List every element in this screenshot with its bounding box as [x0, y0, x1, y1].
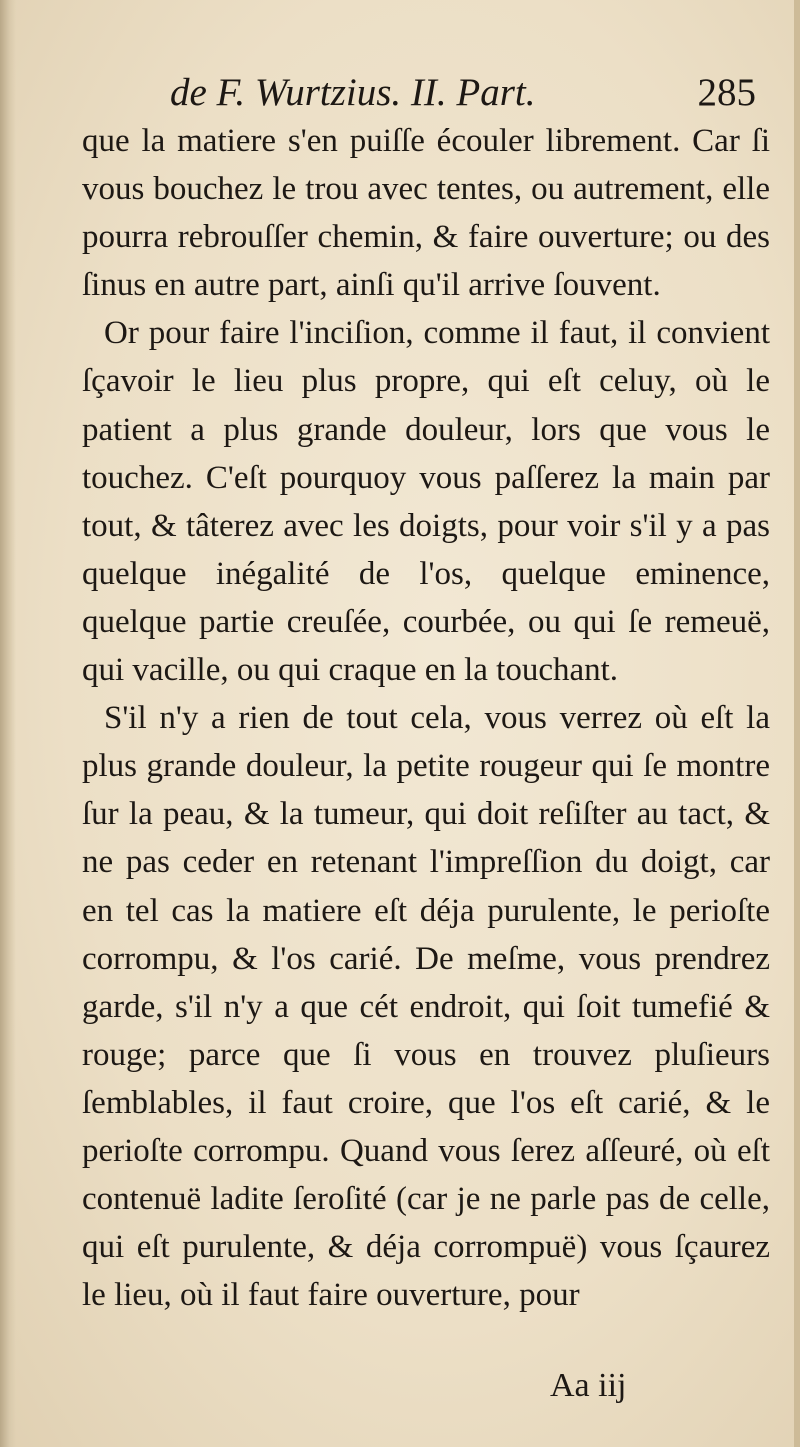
body-text — [82, 117, 770, 1319]
running-header — [170, 68, 770, 118]
page-gutter-shadow — [0, 0, 16, 1447]
page-number: 285 — [697, 71, 756, 114]
page-edge — [794, 0, 800, 1447]
running-head-title: de F. Wurtzius. II. Part. — [170, 71, 536, 114]
paragraph-continuation: que la matiere s'en puiſſe écouler librement. Car ſi vous bouchez le trou avec tentes, ou autrement, elle pourra rebrouſſer chemin, & faire ouverture; ou des ſinus en autre part, ainſi qu'il arrive ſouvent. — [82, 123, 770, 304]
paragraph-incision: Or pour faire l'inciſion, comme il faut, il convient ſçavoir le lieu plus propre, qui eſt celuy, où le patient a plus grande douleur, lors que vous le touchez. C'eſt pourquoy vous paſſerez la main par tout, & tâterez avec les doigts, pour voir s'il y a pas quelque inégalité de l'os, quelque eminence, quelque partie creuſée, courbée, ou qui ſe remeuë, qui vacille, ou qui craque en la touchant. — [82, 315, 770, 689]
paragraph-pain-location: S'il n'y a rien de tout cela, vous verrez où eſt la plus grande douleur, la petite rougeur qui ſe montre ſur la peau, & la tumeur, qui doit reſiſter au tact, & ne pas ceder en retenant l'impreſſion du doigt, car en tel cas la matiere eſt déja purulente, le perioſte corrompu, & l'os carié. De meſme, vous prendrez garde, s'il n'y a que cét endroit, qui ſoit tumefié & rouge; parce que ſi vous en trouvez pluſieurs ſemblables, il faut croire, que l'os eſt carié, & le perioſte corrompu. Quand vous ſerez aſſeuré, où eſt contenuë ladite ſeroſité (car je ne parle pas de celle, qui eſt purulente, & déja corrompuë) vous ſçaurez le lieu, où il faut faire ouverture, pour — [82, 700, 770, 1314]
signature-mark: Aa iij — [550, 1367, 627, 1404]
